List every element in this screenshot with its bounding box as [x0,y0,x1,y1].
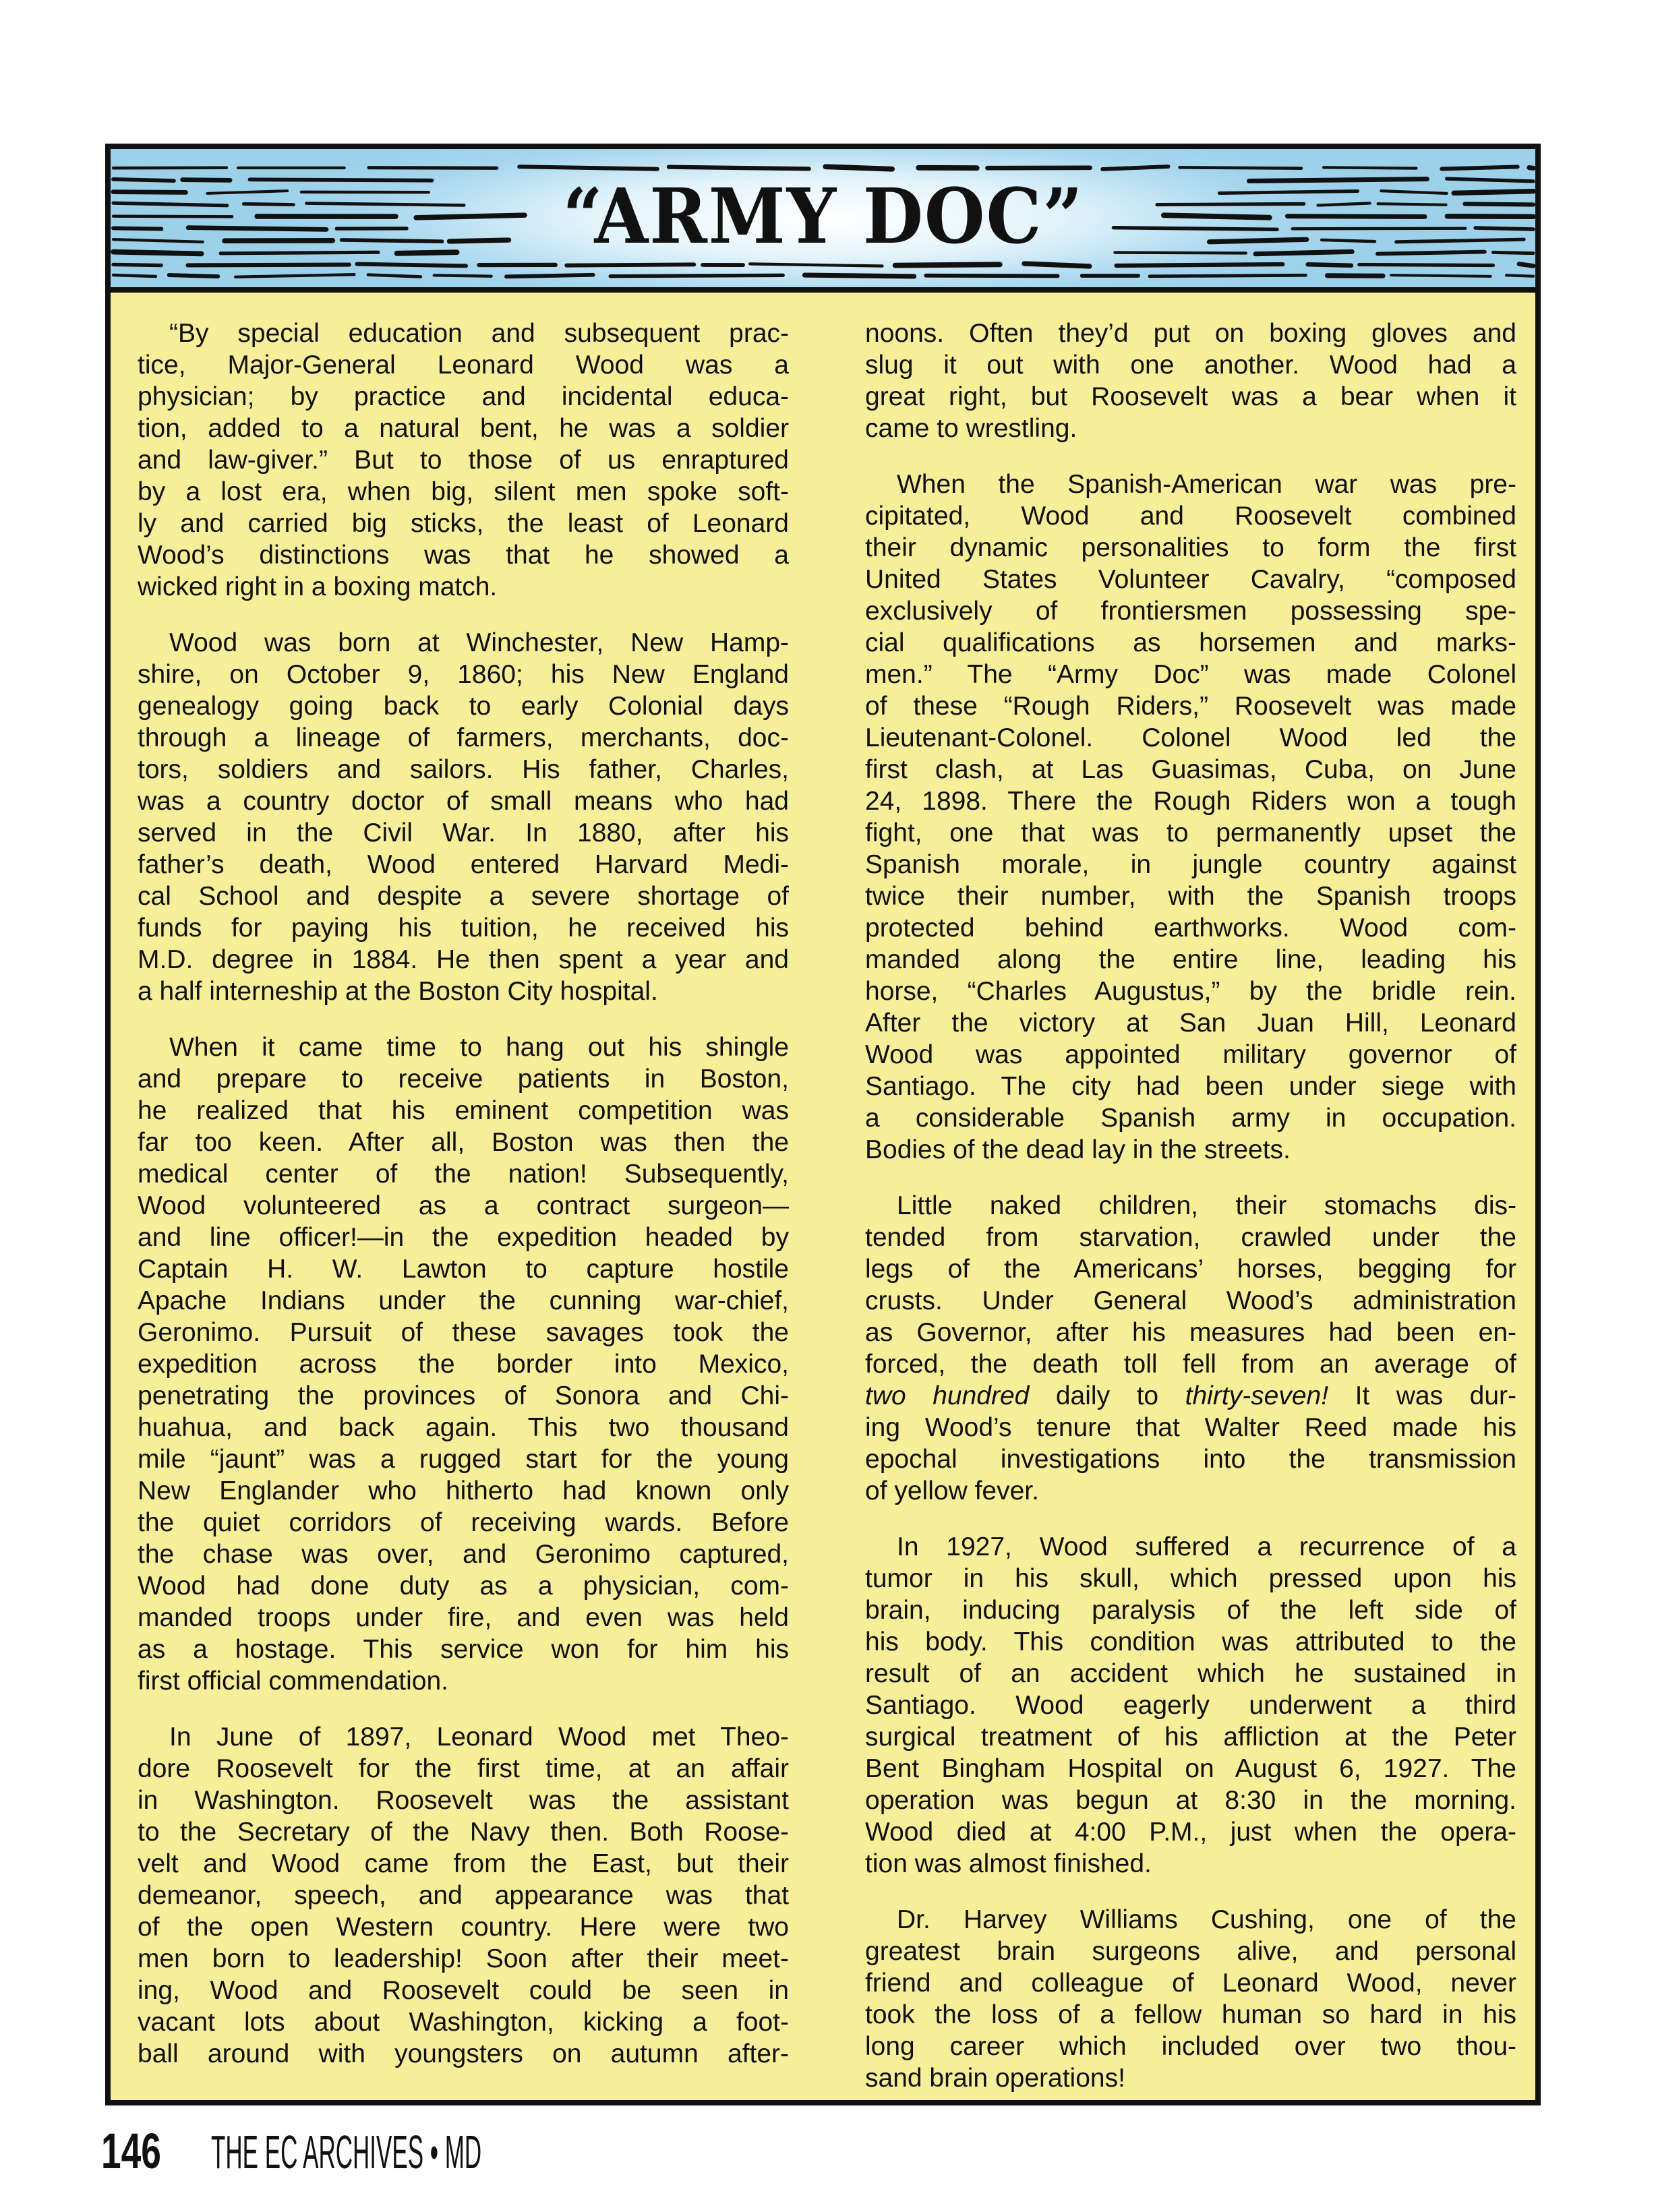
text-line: through a lineage of farmers, merchants, doc- [138,723,789,752]
text-line: medical center of the nation! Subsequently, [138,1160,789,1189]
streak-line [169,275,218,276]
text-line: mile “jaunt” was a rugged start for the young [138,1445,789,1474]
text-line: genealogy going back to early Colonial days [138,692,789,721]
text-line: sand brain operations! [865,2064,1125,2093]
streak-line [1150,275,1306,276]
streak-line [1219,191,1357,193]
streak-line [416,215,525,218]
text-line: Little naked children, their stomachs dis- [897,1191,1516,1220]
streak-line [1378,252,1485,254]
paragraph [865,1904,1516,2094]
text-line: served in the Civil War. In 1880, after his [138,818,789,847]
streak-line [1255,251,1352,253]
streak-line [113,252,202,254]
streak-line [1493,252,1533,253]
text-line: by a lost era, when big, silent men spoke soft- [138,477,789,506]
text-line: When it came time to hang out his shingle [169,1033,789,1062]
streak-line [188,265,349,266]
streak-line [207,191,287,193]
streak-line [1381,191,1446,193]
streak-line [450,240,509,241]
text-line: a half interneship at the Boston City hospital. [138,977,658,1006]
streak-line [220,252,378,253]
streak-line [250,179,432,180]
article-title: “ARMY DOC” [562,172,1084,261]
streak-line [1318,203,1370,205]
text-line: a considerable Spanish army in occupation. [865,1104,1516,1133]
text-line: their dynamic personalities to form the first [865,533,1516,562]
text-line: as Governor, after his measures had been en- [865,1318,1516,1347]
streak-line [610,275,783,276]
text-column-right [865,318,1516,2118]
text-line: in Washington. Roosevelt was the assistant [138,1786,789,1815]
text-line: Captain H. W. Lawton to capture hostile [138,1255,789,1284]
text-line: velt and Wood came from the East, but their [138,1849,789,1878]
text-line: Bent Bingham Hospital on August 6, 1927. The [865,1754,1516,1783]
text-line: tors, soldiers and sailors. His father, Charles, [138,755,789,784]
text-line: operation was begun at 8:30 in the morning. [865,1786,1516,1815]
text-line: Wood was appointed military governor of [865,1040,1516,1069]
streak-line [113,264,161,265]
text-line: came to wrestling. [865,414,1077,443]
text-line: New Englander who hitherto had known only [138,1476,789,1505]
text-line: crusts. Under General Wood’s administration [865,1286,1516,1315]
streak-line [188,228,326,230]
page-number: 146 [101,2123,161,2179]
streak-line [804,275,914,276]
streak-line [1117,264,1283,266]
streak-line [341,240,442,241]
text-line: Apache Indians under the cunning war-chief, [138,1286,789,1315]
text-line: first official commendation. [138,1667,448,1696]
text-line: 24, 1898. There the Rough Riders won a tough [865,787,1516,816]
text-line: Geronimo. Pursuit of these savages took the [138,1318,789,1347]
streak-line [566,264,694,265]
text-line: the quiet corridors of receiving wards. Before [138,1508,789,1537]
streak-line [519,167,657,169]
streak-line [1442,167,1518,169]
text-line: Bodies of the dead lay in the streets. [865,1135,1291,1164]
text-line: men born to leadership! Soon after their meet- [138,1944,789,1973]
streak-line [750,264,882,266]
text-line: first clash, at Las Guasimas, Cuba, on June [865,755,1516,784]
text-line: friend and colleague of Leonard Wood, never [865,1969,1516,1998]
text-line: United States Volunteer Cavalry, “composed [865,565,1516,594]
text-line: forced, the death toll fell from an average of [865,1350,1516,1379]
text-line: ly and carried big sticks, the least of Leonard [138,509,789,538]
text-line: greatest brain surgeons alive, and personal [865,1937,1516,1966]
title-banner [111,149,1535,293]
text-line: dore Roosevelt for the first time, at an affair [138,1754,789,1783]
text-line: wicked right in a boxing match. [138,572,498,601]
text-line: M.D. degree in 1884. He then spent a year and [138,945,789,974]
text-line: When the Spanish-American war was pre- [897,470,1516,499]
text-line: cipitated, Wood and Roosevelt combined [865,502,1516,531]
streak-line [113,239,203,242]
text-line: “By special education and subsequent prac- [169,319,789,348]
text-line: men.” The “Army Doc” was made Colonel [865,660,1516,689]
text-line: great right, but Roosevelt was a bear when it [865,382,1516,411]
text-line: as a hostage. This service won for him his [138,1635,789,1664]
streak-line [434,275,492,276]
text-line: manded along the entire line, leading his [865,945,1516,974]
text-line: Wood’s distinctions was that he showed a [138,541,789,570]
text-line: long career which included over two thou- [865,2032,1516,2061]
paragraph [865,1531,1516,1880]
text-line: result of an accident which he sustained in [865,1659,1516,1688]
text-line: far too keen. After all, Boston was then the [138,1128,789,1157]
streak-line [1529,168,1533,169]
text-line: Wood died at 4:00 P.M., just when the opera- [865,1818,1516,1847]
streak-line [1024,264,1090,266]
text-line: Wood was born at Winchester, New Hamp- [169,628,789,657]
text-line: funds for paying his tuition, he received his [138,914,789,943]
text-line: of the open Western country. Here were two [138,1913,789,1942]
streak-line [113,275,156,276]
streak-line [1378,204,1446,205]
streak-line [113,192,185,193]
text-segment: It was dur- [1328,1381,1516,1410]
text-line: manded troops under fire, and even was held [138,1603,789,1632]
text-line: father’s death, Wood entered Harvard Medi- [138,850,789,879]
text-line: was a country doctor of small means who had [138,787,789,816]
emphasis-text: thirty-seven! [1185,1381,1329,1410]
streak-line [1454,191,1533,193]
text-line: tion was almost finished. [865,1849,1152,1878]
streak-line [1359,264,1494,265]
text-line: and law-giver.” But to those of us enraptured [138,446,789,475]
article-panel [105,144,1541,2105]
text-line: physician; by practice and incidental educa- [138,382,789,411]
text-line: slug it out with one another. Wood had a [865,351,1516,380]
text-line: cal School and despite a severe shortage of [138,882,789,911]
text-line: horse, “Charles Augustus,” by the bridle rein. [865,977,1516,1006]
paragraph [138,1032,789,1697]
text-line: he realized that his eminent competition was [138,1096,789,1125]
streak-line [1506,275,1533,276]
streak-line [306,204,464,206]
streak-line [1180,167,1301,168]
text-line: tumor in his skull, which pressed upon his [865,1564,1516,1593]
text-line: shire, on October 9, 1860; his New England [138,660,789,689]
text-line: fight, one that was to permanently upset the [865,818,1516,847]
streak-line [1210,239,1307,242]
streak-line [1249,179,1427,181]
text-line: tion, added to a natural bent, he was a soldier [138,414,789,443]
streak-line [1287,216,1425,217]
streak-line [183,180,230,181]
text-line: Wood volunteered as a contract surgeon— [138,1191,789,1220]
streak-line [1475,228,1533,229]
text-line: tended from starvation, crawled under the [865,1223,1516,1252]
paragraph [138,1721,789,2070]
streak-line [1102,167,1168,169]
text-line: took the loss of a fellow human so hard in his [865,2000,1516,2029]
text-line: his body. This condition was attributed to the [865,1627,1516,1656]
streak-line [825,167,892,169]
text-line: penetrating the provinces of Sonora and Chi- [138,1381,789,1410]
emphasis-text: two hundred [865,1381,1030,1410]
text-line: tice, Major-General Leonard Wood was a [138,351,789,380]
text-line: legs of the Americans’ horses, begging for [865,1255,1516,1284]
streak-line [1322,240,1375,241]
text-line: brain, inducing paralysis of the left side of [865,1596,1516,1625]
text-line: In June of 1897, Leonard Wood met Theo- [169,1723,789,1752]
text-line: of yellow fever. [865,1476,1039,1505]
paragraph [865,1190,1516,1507]
text-line: huahua, and back again. This two thousand [138,1413,789,1442]
streak-line [368,275,421,277]
paragraph [138,318,789,603]
text-line: After the victory at San Juan Hill, Leonard [865,1009,1516,1038]
text-line: to the Secretary of the Navy then. Both Roose- [138,1818,789,1847]
running-footer-title: THE EC ARCHIVES • MD [211,2126,482,2178]
text-line: noons. Often they’d put on boxing gloves and [865,319,1516,348]
streak-line [113,203,227,206]
text-line: Santiago. Wood eagerly underwent a third [865,1691,1516,1720]
streak-line [669,167,809,169]
paragraph [138,627,789,1007]
text-line: of these “Rough Riders,” Roosevelt was made [865,692,1516,721]
text-line: protected behind earthworks. Wood com- [865,914,1516,943]
text-line: epochal investigations into the transmission [865,1445,1516,1474]
text-line: Lieutenant-Colonel. Colonel Wood led the [865,723,1516,752]
text-line: In 1927, Wood suffered a recurrence of a [897,1532,1516,1561]
streak-line [235,274,354,277]
streak-line [1465,204,1533,205]
streak-line [1391,275,1490,276]
text-segment: daily to [1029,1381,1185,1410]
text-line: Dr. Harvey Williams Cushing, one of the [897,1905,1516,1934]
streak-line [369,168,497,169]
streak-line [506,275,593,277]
text-line: vacant lots about Washington, kicking a foot- [138,2008,789,2037]
text-line: exclusively of frontiersmen possessing spe- [865,597,1516,626]
streak-line [1113,228,1277,230]
streak-line [113,179,174,181]
text-line: and line officer!—in the expedition headed by [138,1223,789,1252]
streak-line [397,252,457,253]
text-line: and prepare to receive patients in Boston, [138,1065,789,1094]
paragraph [865,318,1516,444]
text-line: Santiago. The city had been under siege with [865,1072,1516,1101]
paragraph [865,469,1516,1166]
streak-line [1164,215,1270,217]
text-line: the chase was over, and Geronimo captured, [138,1540,789,1569]
text-line [865,1380,1516,1412]
text-line: ball around with youngsters on autumn after- [138,2039,789,2068]
text-line: demeanor, speech, and appearance was that [138,1881,789,1910]
streak-line [1324,167,1416,168]
text-line: ing, Wood and Roosevelt could be seen in [138,1976,789,2005]
streak-line [1447,179,1533,181]
text-column-left [138,318,789,2094]
text-line: ing Wood’s tenure that Walter Reed made his [865,1413,1516,1442]
text-line: Spanish morale, in jungle country against [865,850,1516,879]
streak-line [1396,239,1524,242]
streak-line [1308,264,1351,266]
text-line: Wood had done duty as a physician, com- [138,1572,789,1601]
text-line: twice their number, with the Spanish troops [865,882,1516,911]
streak-line [113,228,161,229]
streak-line [113,216,232,217]
text-line: expedition across the border into Mexico, [138,1350,789,1379]
text-line: cial qualifications as horsemen and marks- [865,628,1516,657]
streak-line [895,264,1000,265]
streak-line [1519,264,1533,266]
text-line: surgical treatment of his affliction at the Peter [865,1723,1516,1752]
streak-line [357,264,466,266]
